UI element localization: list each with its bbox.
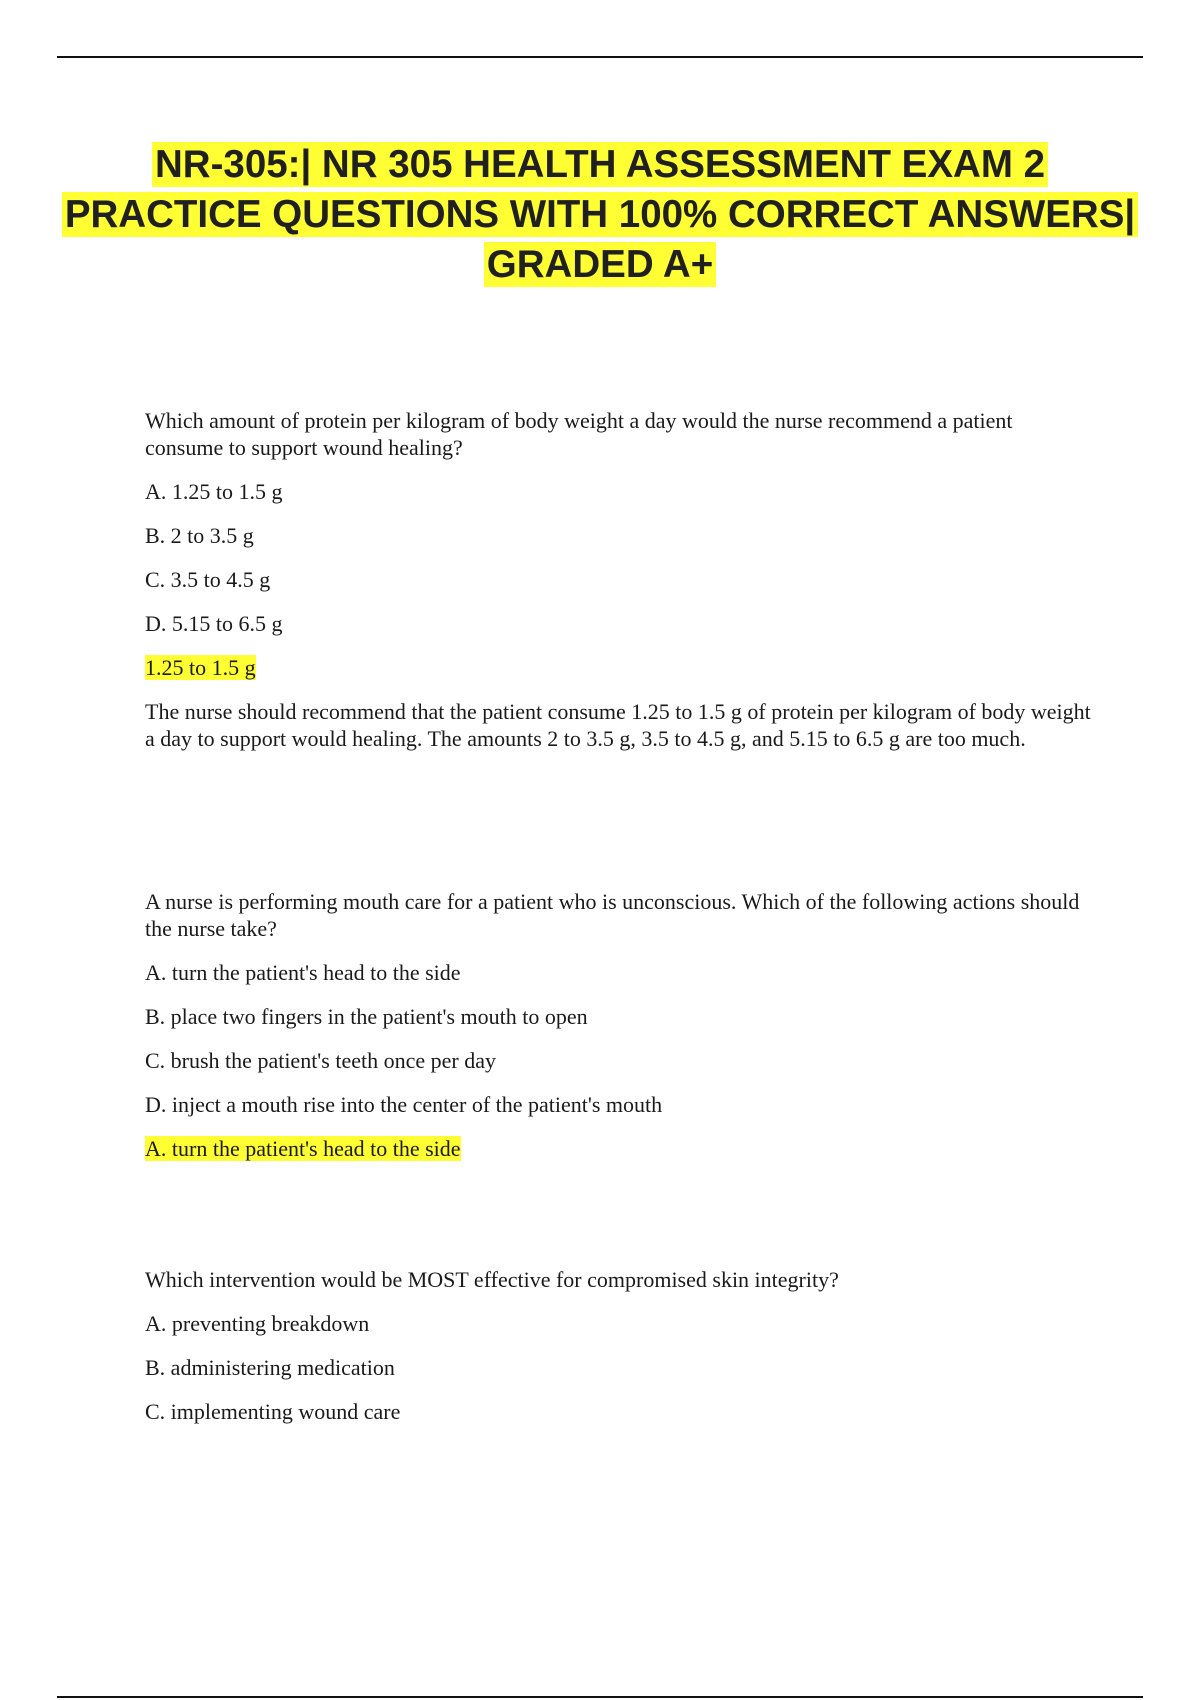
question-block-1: [145, 407, 1095, 752]
correct-answer: [145, 654, 1095, 681]
option-d: D. 5.15 to 6.5 g: [145, 611, 283, 636]
document-title-text: NR-305:| NR 305 HEALTH ASSESSMENT EXAM 2 PRACTICE QUESTIONS WITH 100% CORRECT ANSWERS| GRADED A+: [62, 142, 1138, 287]
option-a: A. preventing breakdown: [145, 1311, 370, 1336]
question-text: A nurse is performing mouth care for a patient who is unconscious. Which of the following actions should the nurse take?: [145, 889, 1080, 941]
document-title: [60, 140, 1140, 290]
correct-answer-highlight: A. turn the patient's head to the side: [145, 1136, 461, 1161]
option-a: A. 1.25 to 1.5 g: [145, 479, 283, 504]
answer-explanation: The nurse should recommend that the patient consume 1.25 to 1.5 g of protein per kilogram of body weight a day to support would healing. The amounts 2 to 3.5 g, 3.5 to 4.5 g, and 5.15 to 6.5 g are too much.: [145, 699, 1091, 751]
option-b: B. administering medication: [145, 1355, 395, 1380]
correct-answer-highlight: 1.25 to 1.5 g: [145, 655, 256, 680]
option-c: C. 3.5 to 4.5 g: [145, 567, 271, 592]
bottom-rule: [57, 1696, 1143, 1698]
question-text: Which intervention would be MOST effective for compromised skin integrity?: [145, 1267, 839, 1292]
option-c: C. implementing wound care: [145, 1399, 401, 1424]
option-b: B. place two fingers in the patient's mouth to open: [145, 1004, 588, 1029]
option-a: A. turn the patient's head to the side: [145, 960, 461, 985]
question-text: Which amount of protein per kilogram of body weight a day would the nurse recommend a patient consume to support wound healing?: [145, 408, 1013, 460]
option-c: C. brush the patient's teeth once per day: [145, 1048, 496, 1073]
option-d: D. inject a mouth rise into the center of the patient's mouth: [145, 1092, 663, 1117]
question-block-3: [145, 1266, 1095, 1442]
question-block-2: [145, 888, 1095, 1179]
top-rule: [57, 56, 1143, 58]
option-b: B. 2 to 3.5 g: [145, 523, 254, 548]
correct-answer: [145, 1135, 1095, 1162]
